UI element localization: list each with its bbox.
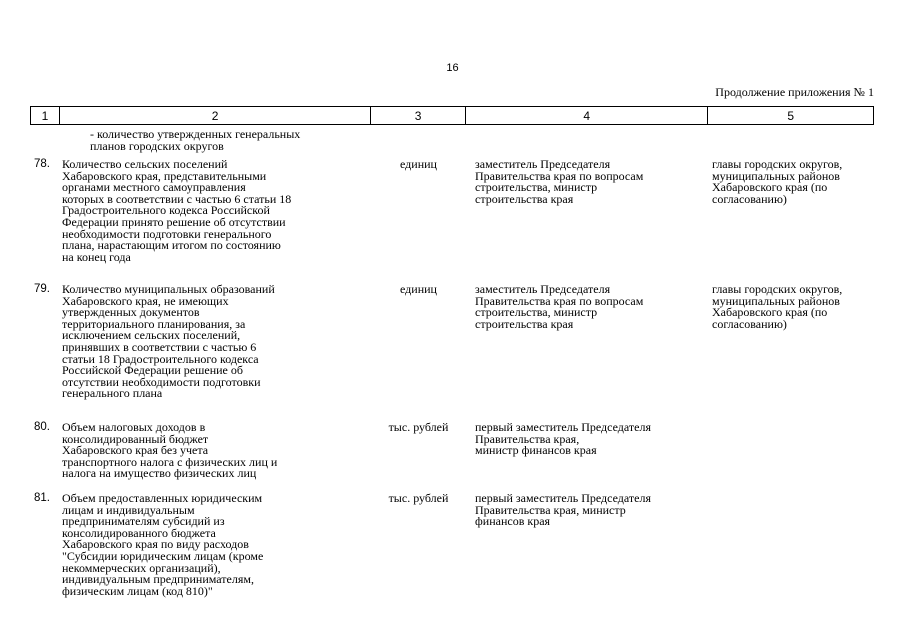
executors: [708, 129, 874, 159]
page-number: 16: [446, 62, 459, 74]
table-row: [30, 129, 874, 159]
unit-of-measure: тыс. рублей: [388, 491, 449, 505]
table-header: [30, 106, 874, 125]
responsible-official: первый заместитель Председателя Правительства края, министр финансов края: [475, 420, 651, 458]
table-body: [30, 129, 874, 597]
table-row: [30, 159, 874, 284]
continuation-label: Продолжение приложения № 1: [715, 85, 874, 99]
responsible-official: первый заместитель Председателя Правительства края, министр финансов края: [475, 491, 651, 529]
row-number: 80.: [34, 421, 50, 433]
indicator-description: Количество муниципальных образований Хабаровского края, не имеющих утвержденных документов территориального планирования, за исключением сельских поселений, принявших в соответствии с частью 6 статьи 18 Градостроительного кодекса Российской Федерации решение об отсутствии необходимости подготовки генерального плана: [62, 282, 275, 401]
header-col-2: 2: [59, 107, 370, 124]
table-row: [30, 493, 874, 597]
responsible-official: заместитель Председателя Правительства края по вопросам строительства, министр строительства края: [475, 157, 644, 206]
executors: [708, 422, 874, 493]
unit-of-measure: единиц: [400, 282, 437, 296]
header-col-1: 1: [41, 108, 49, 123]
row-number: 81.: [34, 492, 50, 504]
table-row: [30, 284, 874, 422]
header-col-5: 5: [707, 107, 873, 124]
header-col-4: 4: [465, 107, 707, 124]
indicator-description: Количество сельских поселений Хабаровского края, представительными органами местного самоуправления которых в соответствии с частью 6 статьи 18 Градостроительного кодекса Российской Федерации принято решение об отсутствии необходимости подготовки генерального плана, нарастающим итогом по состоянию на конец года: [62, 157, 292, 264]
unit-of-measure: [370, 129, 465, 159]
row-number: 78.: [34, 158, 50, 170]
unit-of-measure: единиц: [400, 157, 437, 171]
executors: [708, 493, 874, 597]
executors: главы городских округов, муниципальных районов Хабаровского края (по согласованию): [712, 282, 843, 331]
indicator-description: - количество утвержденных генеральных планов городских округов: [90, 127, 301, 153]
indicator-description: Объем налоговых доходов в консолидированный бюджет Хабаровского края без учета транспортного налога с физических лиц и налога на имущество физических лиц: [62, 420, 278, 481]
executors: главы городских округов, муниципальных районов Хабаровского края (по согласованию): [712, 157, 843, 206]
header-col-3: 3: [370, 107, 465, 124]
unit-of-measure: тыс. рублей: [388, 420, 449, 434]
table-row: [30, 422, 874, 493]
responsible-official: [465, 129, 708, 159]
row-number: 79.: [34, 283, 50, 295]
indicator-description: Объем предоставленных юридическим лицам и индивидуальным предпринимателям субсидий из консолидированного бюджета Хабаровского края по виду расходов "Субсидии юридическим лицам (кроме некоммерческих организаций), индивидуальным предпринимателям, физическим лицам (код 810)": [62, 491, 264, 598]
responsible-official: заместитель Председателя Правительства края по вопросам строительства, министр строительства края: [475, 282, 644, 331]
row-number: [30, 129, 58, 159]
